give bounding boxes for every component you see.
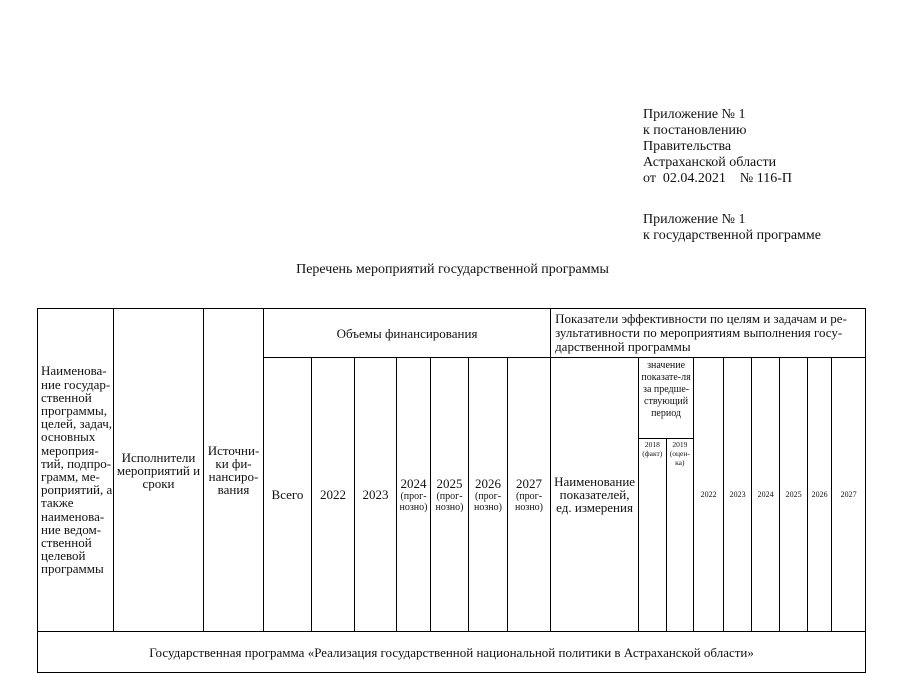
fin-year-header <box>431 358 469 632</box>
appendix-decree-line-1: Приложение № 1 <box>643 107 746 122</box>
table-row <box>38 632 866 673</box>
indicator-year-header: 2027 <box>832 358 866 632</box>
column-header-program-name: Наименова-ние государ-ственной программы, целей, задач, основных мероприя-тий, подпро-грамм, ме-роприятий, а также наименова-ние ведом-ственной целевой программы <box>38 309 114 632</box>
column-header-sources: Источни-ки фи-нансиро-вания <box>204 309 264 632</box>
column-header-executors: Исполнители мероприятий и сроки <box>114 309 204 632</box>
previous-period-2018 <box>639 439 666 632</box>
appendix-decree-block <box>643 107 792 187</box>
fin-year-value: 2025 <box>436 475 463 491</box>
previous-period-label: значение показате-ля за предше-ствующий период <box>639 358 693 439</box>
previous-period-subtable <box>639 358 693 631</box>
previous-period-2018-year: 2018 <box>644 440 660 449</box>
previous-period-2019 <box>666 439 693 632</box>
previous-period-2019-note: (оцен-ка) <box>669 449 690 467</box>
appendix-program-line-1: Приложение № 1 <box>643 212 746 227</box>
program-title-row: Государственная программа «Реализация государственной национальной политики в Астраханской области» <box>38 632 866 673</box>
events-table <box>37 308 866 673</box>
fin-year-header <box>397 358 431 632</box>
previous-period-2019-year: 2019 <box>672 440 688 449</box>
fin-year-value: 2024 <box>400 475 427 491</box>
fin-year-header: 2023 <box>355 358 397 632</box>
appendix-program-block <box>643 212 821 244</box>
fin-year-value: 2027 <box>516 475 543 491</box>
indicator-year-header: 2022 <box>694 358 724 632</box>
appendix-decree-line-2: к постановлению <box>643 123 747 138</box>
indicator-name-header: Наименование показателей, ед. измерения <box>551 358 639 632</box>
indicator-year-header: 2025 <box>780 358 808 632</box>
appendix-program-line-2: к государственной программе <box>643 228 821 243</box>
fin-year-value: 2026 <box>475 475 501 491</box>
fin-year-header <box>469 358 508 632</box>
document-title: Перечень мероприятий государственной программы <box>296 262 609 277</box>
fin-total-header: Всего <box>264 358 312 632</box>
indicator-year-header: 2024 <box>752 358 780 632</box>
previous-period-header <box>639 358 694 632</box>
fin-year-note: (прог-нозно) <box>474 490 502 513</box>
indicator-year-header: 2026 <box>808 358 832 632</box>
fin-year-note: (прог-нозно) <box>399 490 428 513</box>
appendix-decree-line-3: Правительства <box>643 139 732 154</box>
appendix-decree-line-5: от 02.04.2021 № 116-П <box>643 171 793 186</box>
appendix-decree-line-4: Астраханской области <box>643 155 777 170</box>
indicator-year-header: 2023 <box>724 358 752 632</box>
previous-period-2018-note: (факт) <box>642 449 663 458</box>
column-header-financing: Объемы финансирования <box>264 309 551 358</box>
fin-year-note: (прог-нозно) <box>435 490 464 513</box>
column-header-indicators: Показатели эффективности по целям и задачам и ре-зультативности по мероприятиям выполнения госу-дарственной программы <box>551 309 866 358</box>
fin-year-header <box>508 358 551 632</box>
fin-year-header: 2022 <box>312 358 355 632</box>
fin-year-note: (прог-нозно) <box>515 490 544 513</box>
